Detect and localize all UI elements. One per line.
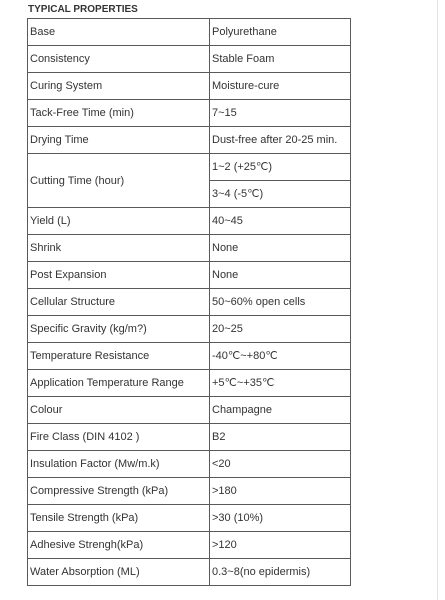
property-value: Stable Foam bbox=[210, 46, 351, 73]
property-label: Curing System bbox=[28, 73, 210, 100]
property-value: Champagne bbox=[210, 397, 351, 424]
table-row bbox=[28, 478, 351, 505]
section-heading: TYPICAL PROPERTIES bbox=[28, 4, 138, 15]
property-label: Base bbox=[28, 19, 210, 46]
table-row bbox=[28, 46, 351, 73]
property-label: Drying Time bbox=[28, 127, 210, 154]
property-value: 3~4 (-5℃) bbox=[210, 181, 351, 208]
property-label: Adhesive Strengh(kPa) bbox=[28, 532, 210, 559]
page-edge-divider bbox=[437, 0, 438, 600]
table-row bbox=[28, 19, 351, 46]
property-label: Tensile Strength (kPa) bbox=[28, 505, 210, 532]
property-value: 40~45 bbox=[210, 208, 351, 235]
property-value: 1~2 (+25℃) bbox=[210, 154, 351, 181]
property-value: +5℃~+35℃ bbox=[210, 370, 351, 397]
property-label: Consistency bbox=[28, 46, 210, 73]
property-value: None bbox=[210, 262, 351, 289]
table-row bbox=[28, 343, 351, 370]
property-value: >30 (10%) bbox=[210, 505, 351, 532]
properties-table bbox=[27, 18, 351, 586]
property-value: Dust-free after 20-25 min. bbox=[210, 127, 351, 154]
property-value: >120 bbox=[210, 532, 351, 559]
property-label: Yield (L) bbox=[28, 208, 210, 235]
property-label: Specific Gravity (kg/m?) bbox=[28, 316, 210, 343]
property-value: 50~60% open cells bbox=[210, 289, 351, 316]
table-row bbox=[28, 316, 351, 343]
property-label: Application Temperature Range bbox=[28, 370, 210, 397]
property-label: Compressive Strength (kPa) bbox=[28, 478, 210, 505]
table-row bbox=[28, 505, 351, 532]
property-label: Tack-Free Time (min) bbox=[28, 100, 210, 127]
property-value: -40℃~+80℃ bbox=[210, 343, 351, 370]
property-value: 0.3~8(no epidermis) bbox=[210, 559, 351, 586]
table-row bbox=[28, 208, 351, 235]
table-row bbox=[28, 100, 351, 127]
table-row bbox=[28, 289, 351, 316]
table-row bbox=[28, 154, 351, 181]
property-label: Colour bbox=[28, 397, 210, 424]
property-label: Cellular Structure bbox=[28, 289, 210, 316]
property-label: Post Expansion bbox=[28, 262, 210, 289]
table-row bbox=[28, 397, 351, 424]
table-row bbox=[28, 424, 351, 451]
property-value: B2 bbox=[210, 424, 351, 451]
table-row bbox=[28, 235, 351, 262]
table-row bbox=[28, 559, 351, 586]
property-value: 7~15 bbox=[210, 100, 351, 127]
property-label: Insulation Factor (Mw/m.k) bbox=[28, 451, 210, 478]
table-row bbox=[28, 127, 351, 154]
table-row bbox=[28, 451, 351, 478]
property-value: Polyurethane bbox=[210, 19, 351, 46]
property-label: Temperature Resistance bbox=[28, 343, 210, 370]
table-row bbox=[28, 370, 351, 397]
property-value: None bbox=[210, 235, 351, 262]
property-label: Water Absorption (ML) bbox=[28, 559, 210, 586]
property-label: Shrink bbox=[28, 235, 210, 262]
property-value: Moisture-cure bbox=[210, 73, 351, 100]
property-label: Cutting Time (hour) bbox=[28, 154, 210, 208]
table-row bbox=[28, 262, 351, 289]
property-label: Fire Class (DIN 4102 ) bbox=[28, 424, 210, 451]
table-row bbox=[28, 532, 351, 559]
property-value: >180 bbox=[210, 478, 351, 505]
property-value: <20 bbox=[210, 451, 351, 478]
table-row bbox=[28, 73, 351, 100]
property-value: 20~25 bbox=[210, 316, 351, 343]
